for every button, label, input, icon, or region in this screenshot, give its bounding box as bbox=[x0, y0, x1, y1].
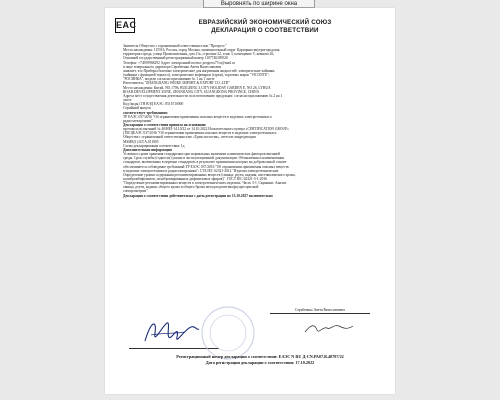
text-line: территория города, улица Промышленная, дом 11к, строение 22, этаж 3, помещение V, комната 26, bbox=[123, 52, 275, 57]
text-line: "РОСИНКА", модели согласно приложению № 1 на 1 листе bbox=[123, 77, 215, 82]
fit-width-button[interactable]: Выровнять по ширине окна bbox=[203, 0, 315, 8]
signature-line bbox=[270, 313, 370, 314]
text-line: Адреса мест осуществления деятельности по изготовлению продукции: согласно приложению № 2 на 1 bbox=[123, 93, 283, 98]
viewer-toolbar bbox=[0, 0, 500, 8]
text-line: радиоэлектроники" bbox=[123, 118, 153, 123]
text-line: Декларация о соответствии принята на основании bbox=[123, 122, 206, 127]
signatory-signature bbox=[303, 320, 355, 336]
text-line: Условия и сроки хранения стандартные при нормальных значениях климатических факторов внешней bbox=[123, 152, 280, 157]
text-line: в изделиях электротехники и радиоэлектроники": СТБ IEC 62321-2012 "Изделия электротехнические. bbox=[123, 168, 280, 173]
text-line: (ТМ ЦЕАЭС 037/2016 "Об ограничении применения опасных веществ в изделиях электротехники и bbox=[123, 131, 277, 136]
text-line: Место нахождения: 115516, Россия, город Москва, муниципальный округ Царицыно внутригородская bbox=[123, 48, 280, 53]
text-line: Код (коды) ТН ВЭД ЕАЭС: 8516710000 bbox=[123, 102, 184, 107]
registration-number: Регистрационный номер декларации о соответствии: ЕАЭС N RU Д-CN.РА07.В.40787/22 bbox=[176, 354, 344, 359]
handwritten-signature bbox=[141, 315, 203, 349]
text-line: Определение уровня содержания регламентированных веществ (свинца, ртути, кадмия, шестивалентного хрома, bbox=[123, 172, 296, 177]
text-line: в лице генерального директора Серабеенко Аветя Вячеславович bbox=[123, 64, 222, 69]
registration-date: Дата регистрации декларации о соответствии: 17.10.2022 bbox=[205, 360, 315, 365]
text-line: Место нахождения: Китай, NO.1706, BUILDING 3,CITY HOLIDAY GARDEN E, NO.26, LYHUA bbox=[123, 85, 271, 90]
text-line: МSМЕ(1).ОЛ.А.011805 bbox=[123, 139, 159, 144]
text-line: Изготовитель "ZHANGJIANG WEIKE IMPORT & EXPORT CO.,LTD" bbox=[123, 81, 230, 86]
union-title: ЕВРАЗИЙСКИЙ ЭКОНОМИЧЕСКИЙ СОЮЗ bbox=[198, 19, 332, 26]
declaration-sheet bbox=[105, 8, 395, 394]
declaration-body bbox=[123, 44, 378, 198]
text-line: Декларация о соответствии действительна с даты регистрации по 13.10.2027 включительно bbox=[123, 193, 273, 198]
signatory-name: Серабеенко Аветя Вячеславович bbox=[295, 308, 345, 312]
text-line: Дополнительная информация bbox=[123, 147, 172, 152]
text-line: Основной государственный регистрационный номер 1107746309520 bbox=[123, 56, 228, 61]
text-line: стандартов, включенных в перечни стандартов, в результате применения которых на добровольной основе bbox=[123, 160, 287, 165]
text-line: Телефон: +74959968292 Адрес электронной почты: progress77ro@mail.ru bbox=[123, 60, 236, 65]
text-line: Заявитель Общество с ограниченной ответственностью "Прогресс" bbox=[123, 44, 227, 48]
text-line: обеспечивается соблюдение требований ТР ЕАЭС 037/2016 "Об ограничении применения опасных веществ bbox=[123, 164, 289, 169]
text-line: соответствует требованиям bbox=[123, 110, 168, 115]
text-line: ТР ЕАЭС 037/2016 "Об ограничении применения опасных веществ в изделиях электротехники и bbox=[123, 114, 272, 119]
text-line: свинца, ртути, кадмия, общего хрома и общего брома методом рентгенофлуоресцентной bbox=[123, 185, 259, 190]
text-line: "Определение регламентированных веществ в электротехнических изделиях. Часть 3-1. Скрининг. Анализ bbox=[123, 181, 287, 186]
text-line: среды. Срок службы (годности) указан в эксплуатационной документации. Обозначения и наименования bbox=[123, 156, 285, 161]
text-line: Серийный выпуск bbox=[123, 106, 152, 111]
text-line: Схема декларирования соответствия: 1д bbox=[123, 143, 185, 148]
text-line: полибромбифенилов, полибромированных дифениловых эфиров)". ГОСТ IEC 62321-3-1-2016 bbox=[123, 177, 267, 181]
text-line: (чайники с функцией термоса), электрические кофеварки (турки), торговых марок "VICONTE", bbox=[123, 73, 270, 78]
text-line: листе bbox=[123, 98, 132, 103]
text-line: заявляет, что Приборы бытовые электрические для нагревания жидкостей: электрические чайники, bbox=[123, 68, 276, 73]
document-header bbox=[145, 19, 385, 34]
eac-logo: EAC bbox=[115, 18, 135, 33]
text-line: ROAD.DEVELOPMENT ZONE, ZHANJIANG CITY, GUANGDONG PROVINCE, CHINA bbox=[123, 89, 260, 94]
text-line: Общества с ограниченной ответственностью «Транслогистик», аттестат аккредитации bbox=[123, 135, 256, 140]
text-line: спектрометрии". bbox=[123, 189, 149, 194]
text-line: протокола испытаний № 40/HEJ-14.10/22 от 14.10.2022 Испытательного центра «CERTIFICATION GROUP» bbox=[123, 127, 289, 132]
declaration-title: ДЕКЛАРАЦИЯ О СООТВЕТСТВИИ bbox=[211, 26, 319, 34]
